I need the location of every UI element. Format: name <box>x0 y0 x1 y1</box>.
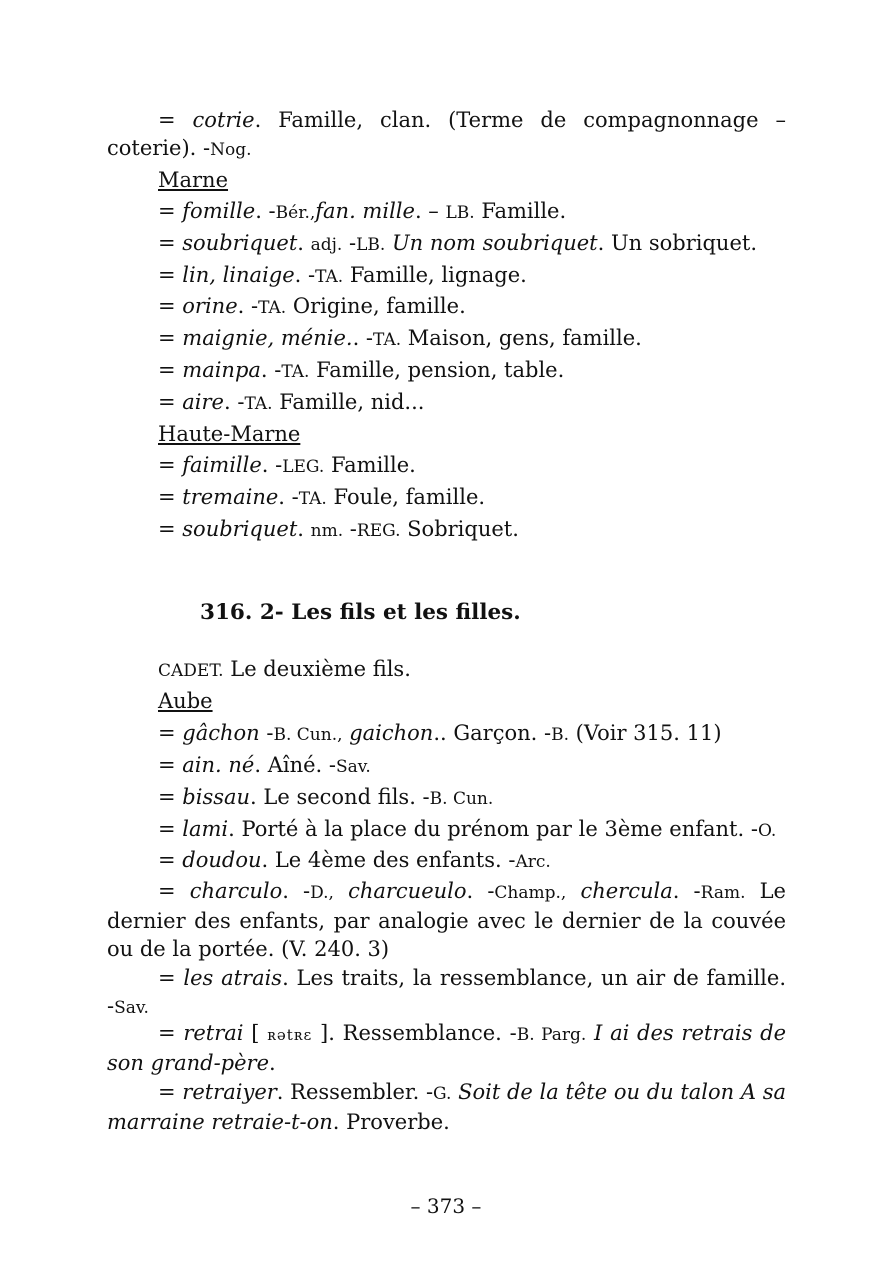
headword: charcueulo <box>348 879 467 903</box>
entry-text: = <box>158 753 183 777</box>
entry-text: Famille, pension, table. <box>309 358 565 382</box>
entry-text: = <box>158 848 183 872</box>
headword: gaichon <box>349 721 434 745</box>
headword: fan. mille <box>315 199 415 223</box>
entry-text: . - <box>282 879 311 903</box>
entry-orine <box>158 292 466 322</box>
entry-text <box>566 879 580 903</box>
entry-text: ]. Ressemblance. - <box>312 1021 517 1045</box>
entry-text: (Voir 315. 11) <box>568 721 722 745</box>
example-phrase: Soit de la tête ou du talon A sa marraine retraie-t-on <box>107 1080 786 1134</box>
entry-text: = <box>158 108 193 132</box>
entry-text: Origine, famille. <box>286 294 466 318</box>
entry-text: .. Garçon. - <box>433 721 552 745</box>
entry-text: Le deuxième fils. <box>223 657 411 681</box>
entry-mainpa <box>158 356 564 386</box>
entry-text: Famille, lignage. <box>343 263 527 287</box>
entry-text: . - <box>261 453 283 477</box>
entry-text: = <box>158 231 183 255</box>
source-abbrev: D., <box>310 883 334 903</box>
headword: doudou <box>182 848 262 872</box>
entry-text: . - <box>352 326 374 350</box>
headword: les atrais <box>183 966 283 990</box>
entry-les-atrais <box>107 964 786 1022</box>
entry-retrai <box>107 1019 786 1077</box>
entry-text <box>586 1021 594 1045</box>
source-abbrev: LB. <box>356 235 386 255</box>
entry-text: - <box>342 231 357 255</box>
entry-soubriquet-nm <box>158 515 519 545</box>
headword: charculo <box>189 879 283 903</box>
source-abbrev: Nog. <box>210 140 252 160</box>
entry-charculo <box>107 877 786 963</box>
entry-lin <box>158 261 527 291</box>
headword: gâchon <box>182 721 260 745</box>
entry-text: = <box>158 358 183 382</box>
source-abbrev: Bér., <box>275 203 316 223</box>
entry-text: . - <box>223 390 245 414</box>
headword: ain. né <box>182 753 255 777</box>
entry-retraiyer <box>107 1078 786 1136</box>
source-abbrev: O. <box>757 821 777 841</box>
region-heading-aube: Aube <box>158 689 213 713</box>
entry-text: . Le 4ème des enfants. - <box>261 848 516 872</box>
headword: mainpa <box>182 358 261 382</box>
headword: soubriquet <box>182 231 298 255</box>
example-phrase: Un nom soubriquet <box>391 231 598 255</box>
entry-maignie <box>158 324 642 354</box>
entry-doudou <box>158 846 551 876</box>
entry-text: . Les traits, la ressemblance, un air de famille. - <box>107 966 786 1018</box>
entry-fomille <box>158 197 566 227</box>
entry-text: = <box>158 390 183 414</box>
entry-text: . Ressembler. - <box>276 1080 434 1104</box>
headword: aire <box>182 390 224 414</box>
entry-text: . <box>297 231 311 255</box>
entry-text: . Un sobriquet. <box>597 231 758 255</box>
headword: cotrie <box>192 108 255 132</box>
source-abbrev: B. <box>551 725 569 745</box>
entry-cotrie <box>107 106 786 164</box>
headword: faimille <box>182 453 262 477</box>
entry-text: = <box>158 485 183 509</box>
source-abbrev: TA. <box>315 267 344 287</box>
entry-text: = <box>158 879 190 903</box>
headword: retraiyer <box>182 1080 277 1104</box>
source-abbrev: Ram. <box>700 883 746 903</box>
source-abbrev: B. Parg. <box>516 1025 587 1045</box>
entry-text: . - <box>466 879 495 903</box>
entry-text <box>334 879 348 903</box>
headword: bissau <box>182 785 251 809</box>
headword: fomille <box>182 199 256 223</box>
headword: chercula <box>580 879 673 903</box>
headword: retrai <box>183 1021 244 1045</box>
source-abbrev: LEG. <box>282 457 325 477</box>
entry-text: . - <box>237 294 259 318</box>
example-phrase: I ai des retrais de son grand-père <box>107 1021 786 1075</box>
entry-text: Le dernier des enfants, par analogie avec le dernier de la couvée ou de la portée. (V. 240. 3) <box>107 879 786 961</box>
entry-text: . <box>297 517 311 541</box>
entry-cadet <box>158 655 411 685</box>
grammar-abbrev: nm. <box>310 521 344 541</box>
entry-bissau <box>158 783 493 813</box>
grammar-abbrev: adj. <box>310 235 343 255</box>
entry-text: . - <box>255 199 276 223</box>
entry-text: = <box>158 326 183 350</box>
entry-text: . - <box>672 879 701 903</box>
entry-lami <box>158 815 776 845</box>
entry-text: = <box>158 817 183 841</box>
entry-text: = <box>158 517 183 541</box>
section-title: 316. 2- Les fils et les filles. <box>200 600 521 625</box>
source-abbrev: B. Cun., <box>273 725 343 745</box>
entry-text: . Aîné. - <box>254 753 336 777</box>
source-abbrev: LB. <box>445 203 475 223</box>
entry-text: . Porté à la place du prénom par le 3ème enfant. - <box>228 817 758 841</box>
entry-text: = <box>158 294 183 318</box>
source-abbrev: Sav. <box>336 757 371 777</box>
entry-text: Famille. <box>324 453 416 477</box>
entry-text: [ <box>243 1021 268 1045</box>
entry-ain-ne <box>158 751 371 781</box>
entry-text: Maison, gens, famille. <box>401 326 642 350</box>
entry-text: Famille, nid... <box>272 390 425 414</box>
headword: maignie, ménie. <box>182 326 353 350</box>
source-abbrev: TA. <box>258 298 287 318</box>
entry-text: = <box>158 453 183 477</box>
source-abbrev: Arc. <box>515 852 551 872</box>
entry-text: . <box>269 1051 276 1075</box>
entry-tremaine <box>158 483 485 513</box>
source-abbrev: REG. <box>356 521 401 541</box>
entry-text: . - <box>260 358 282 382</box>
entry-text <box>385 231 392 255</box>
entry-text: = <box>158 721 183 745</box>
source-abbrev: B. Cun. <box>429 789 494 809</box>
entry-text: . Le second fils. - <box>250 785 430 809</box>
entry-text: Sobriquet. <box>400 517 519 541</box>
entry-aire <box>158 388 424 418</box>
headword: orine <box>182 294 238 318</box>
region-heading-haute-marne: Haute-Marne <box>158 422 301 446</box>
entry-text: . Proverbe. <box>332 1110 450 1134</box>
source-abbrev: G. <box>433 1084 452 1104</box>
entry-text: = <box>158 1021 184 1045</box>
headword: lami <box>182 817 229 841</box>
source-abbrev: Champ., <box>494 883 567 903</box>
source-abbrev: TA. <box>373 330 402 350</box>
entry-text: Famille. <box>474 199 567 223</box>
entry-gachon <box>158 719 722 749</box>
entry-faimille <box>158 451 416 481</box>
source-abbrev: TA. <box>244 394 273 414</box>
entry-text: Foule, famille. <box>326 485 486 509</box>
source-abbrev: TA. <box>281 362 310 382</box>
entry-text: . - <box>278 485 299 509</box>
headword-caps: CADET. <box>158 661 224 681</box>
source-abbrev: TA. <box>298 489 327 509</box>
entry-text: - <box>259 721 274 745</box>
entry-text: - <box>343 517 357 541</box>
entry-text: . - <box>294 263 316 287</box>
entry-text: = <box>158 263 183 287</box>
entry-text: = <box>158 785 183 809</box>
headword: lin, linaige <box>182 263 295 287</box>
entry-text: = <box>158 199 183 223</box>
entry-text: = <box>158 966 184 990</box>
page-number: – 373 – <box>410 1194 482 1218</box>
entry-text: . Famille, clan. (Terme de compagnonnage – coterie). - <box>107 108 786 160</box>
source-abbrev: Sav. <box>114 998 149 1018</box>
entry-text: . – <box>414 199 446 223</box>
headword: soubriquet <box>182 517 298 541</box>
entry-soubriquet <box>158 229 757 259</box>
phonetic-transcription: ʀǝtʀɛ <box>267 1026 313 1044</box>
region-heading-marne: Marne <box>158 168 229 192</box>
headword: tremaine <box>182 485 279 509</box>
entry-text: = <box>158 1080 183 1104</box>
